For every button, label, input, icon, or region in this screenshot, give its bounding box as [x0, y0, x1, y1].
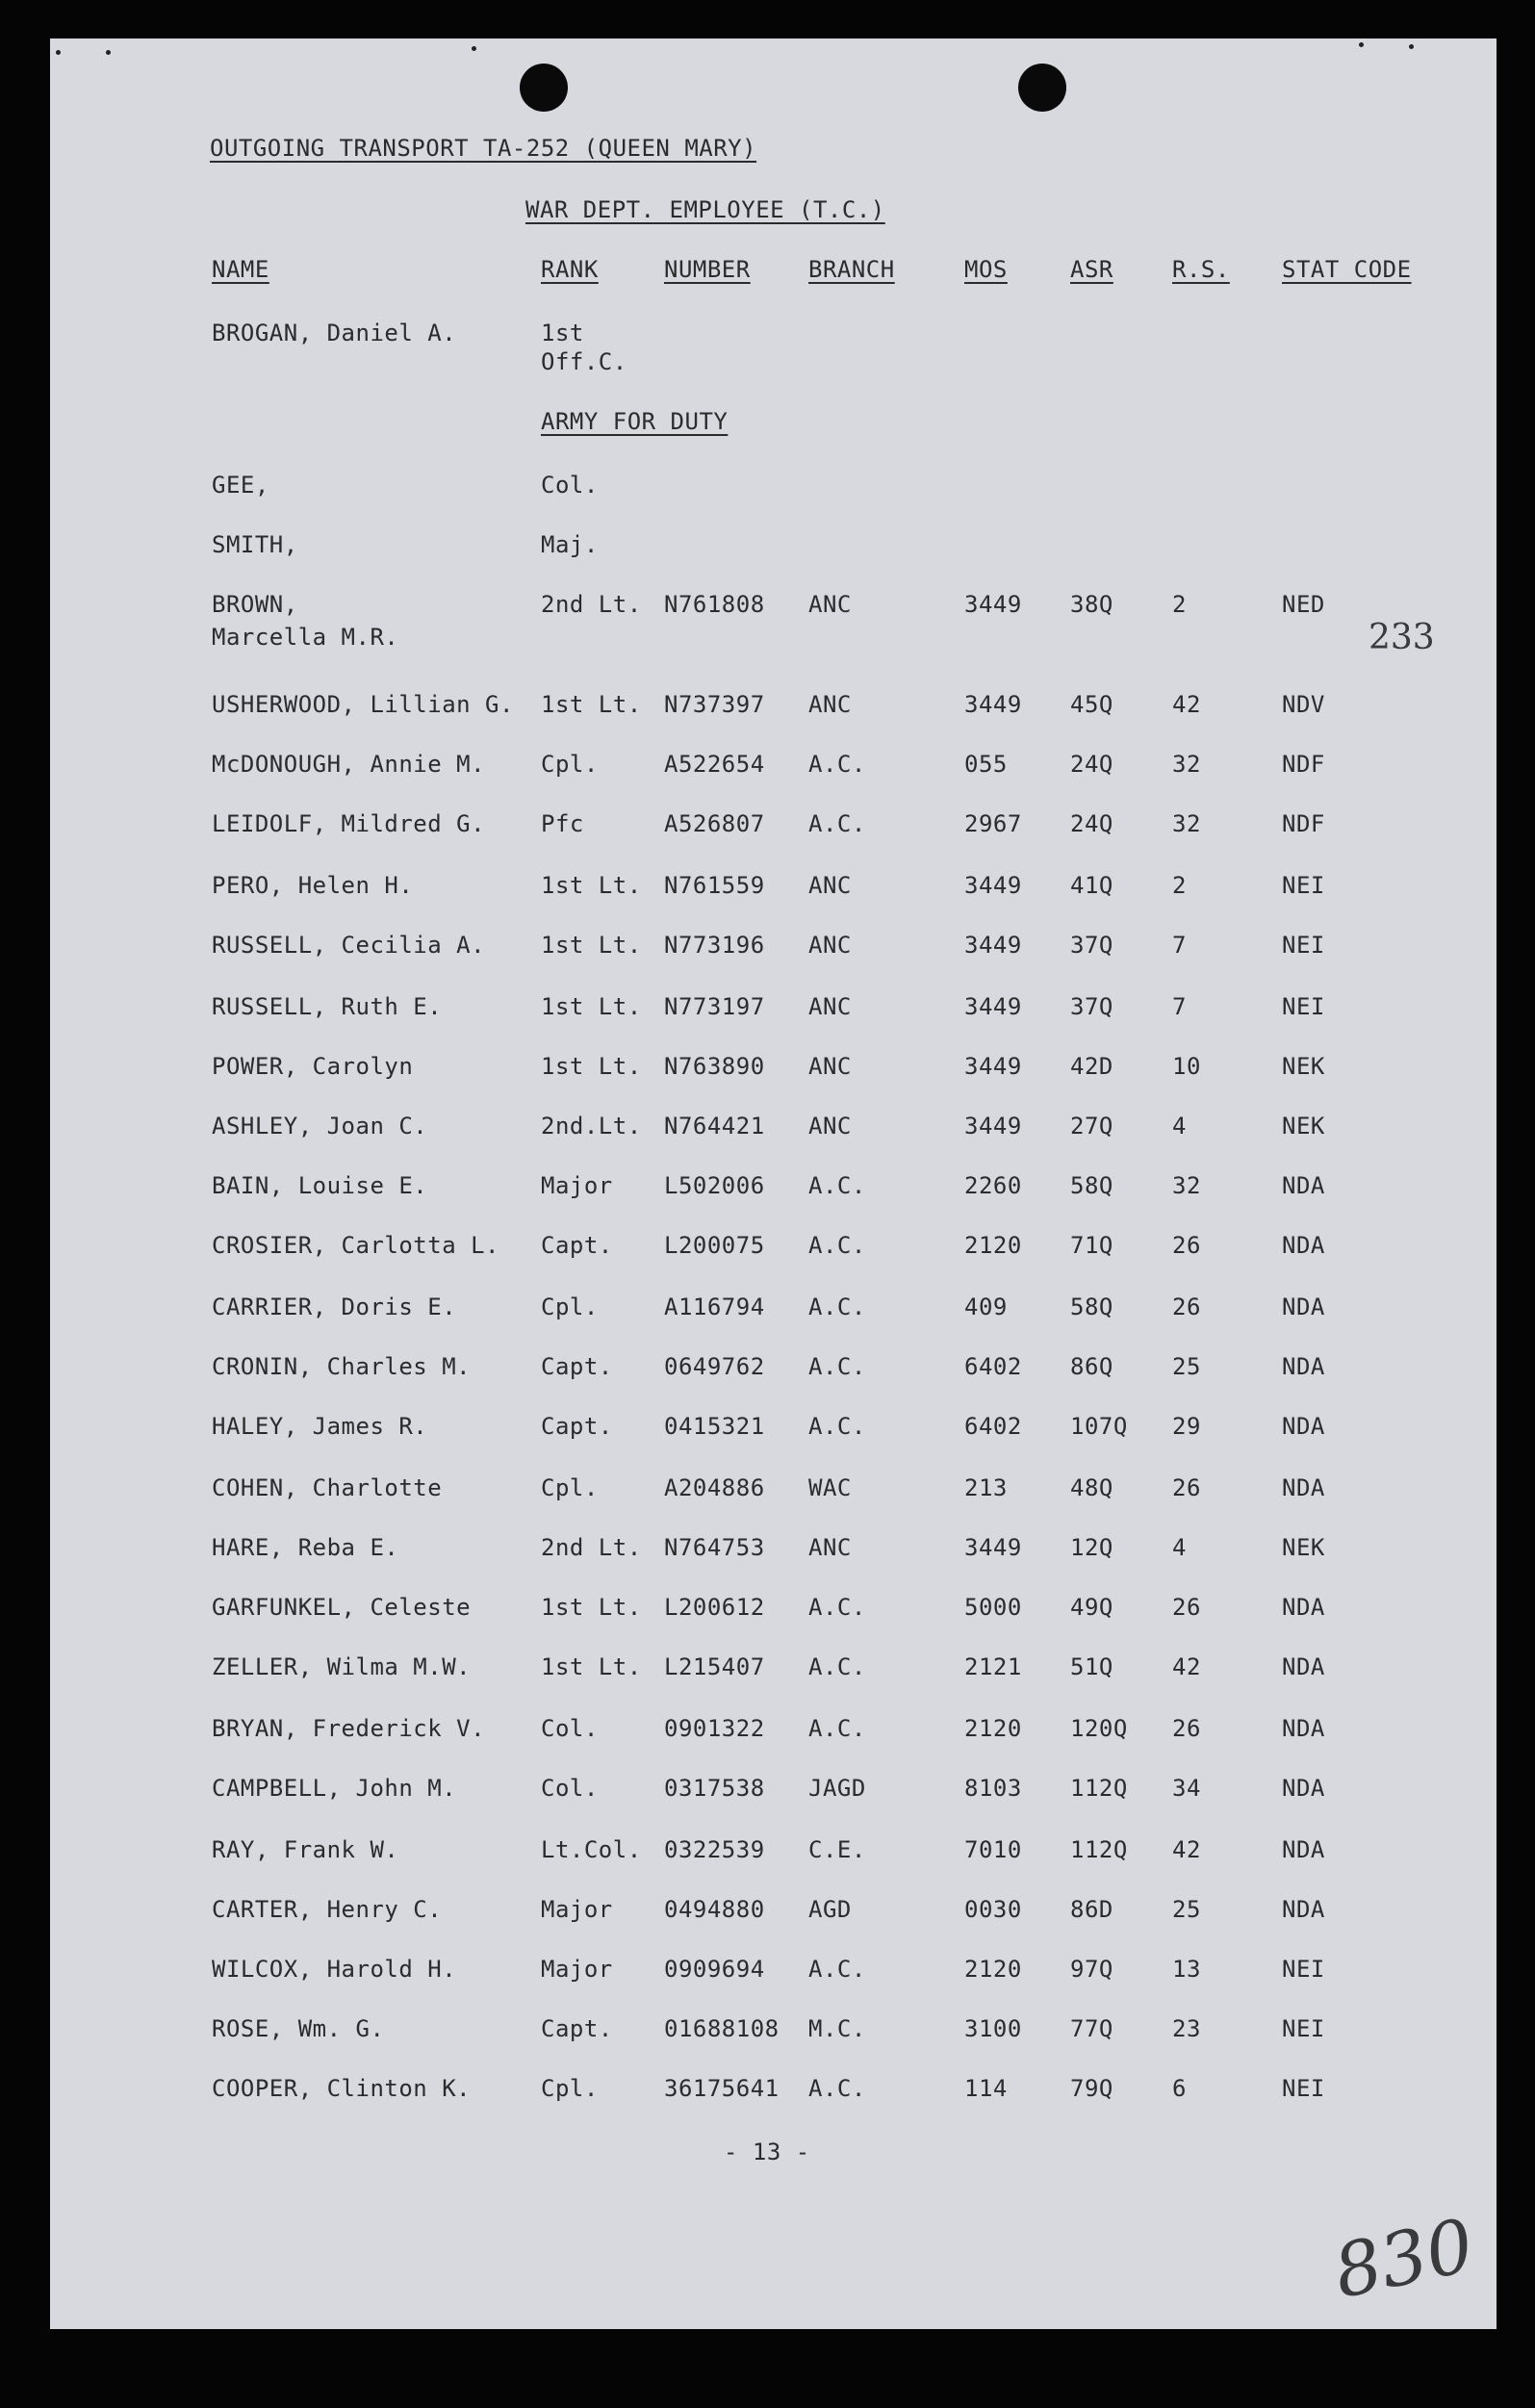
- row-name-cell: BROWN,: [212, 591, 298, 618]
- row-number-cell: L215407: [664, 1653, 765, 1680]
- row-mos-cell: 409: [964, 1294, 1008, 1320]
- row-stat-cell: NDA: [1282, 1294, 1325, 1320]
- row-name-cell: CROSIER, Carlotta L.: [212, 1232, 499, 1259]
- row-stat-cell: NEI: [1282, 1956, 1325, 1983]
- row-branch-cell: ANC: [808, 591, 852, 618]
- row-rs-cell: 42: [1172, 691, 1201, 718]
- row-mos-cell: 055: [964, 751, 1008, 778]
- row-asr-cell: 86D: [1070, 1896, 1113, 1923]
- handwritten-note: 830: [1326, 2201, 1481, 2316]
- row-rs-cell: 2: [1172, 591, 1187, 618]
- row-mos-cell: 2120: [964, 1715, 1022, 1742]
- row-asr-cell: 48Q: [1070, 1474, 1113, 1501]
- row-number-cell: A522654: [664, 751, 765, 778]
- row-number-cell: 0317538: [664, 1775, 765, 1802]
- section-heading-employees: WAR DEPT. EMPLOYEE (T.C.): [525, 196, 885, 223]
- row-branch-cell: ANC: [808, 872, 852, 899]
- row-branch-cell: C.E.: [808, 1836, 866, 1863]
- row-name-cell: LEIDOLF, Mildred G.: [212, 810, 486, 837]
- row-number-cell: N763890: [664, 1053, 765, 1080]
- column-header-number: NUMBER: [664, 256, 751, 283]
- row-asr-cell: 49Q: [1070, 1594, 1113, 1621]
- row-branch-cell: A.C.: [808, 751, 866, 778]
- row-stat-cell: NDF: [1282, 751, 1325, 778]
- row-mos-cell: 3449: [964, 691, 1022, 718]
- row-name-cell: CAMPBELL, John M.: [212, 1775, 457, 1802]
- row-mos-cell: 2967: [964, 810, 1022, 837]
- row-mos-cell: 213: [964, 1474, 1008, 1501]
- row-number-cell: N764421: [664, 1113, 765, 1140]
- row-rs-cell: 26: [1172, 1594, 1201, 1621]
- row-mos-cell: 8103: [964, 1775, 1022, 1802]
- row-branch-cell: A.C.: [808, 810, 866, 837]
- row-stat-cell: NDA: [1282, 1896, 1325, 1923]
- row-rank-cell: 2nd Lt.: [541, 1534, 642, 1561]
- punch-hole-right: [1018, 64, 1066, 112]
- speck: [472, 46, 476, 51]
- row-stat-cell: NED: [1282, 591, 1325, 618]
- document-title: OUTGOING TRANSPORT TA-252 (QUEEN MARY): [210, 135, 757, 162]
- row-rank-cell: 1st Lt.: [541, 993, 642, 1020]
- row-rs-cell: 2: [1172, 872, 1187, 899]
- row-asr-cell: 58Q: [1070, 1172, 1113, 1199]
- row-stat-cell: NDA: [1282, 1836, 1325, 1863]
- row-rank-cell: Capt.: [541, 1353, 613, 1380]
- row-rs-cell: 29: [1172, 1413, 1201, 1440]
- row-name-cell: CRONIN, Charles M.: [212, 1353, 472, 1380]
- column-header-stat-code: STAT CODE: [1282, 256, 1412, 283]
- row-number-cell: N764753: [664, 1534, 765, 1561]
- row-stat-cell: NDA: [1282, 1353, 1325, 1380]
- row-branch-cell: A.C.: [808, 1353, 866, 1380]
- row-number-cell: L502006: [664, 1172, 765, 1199]
- row-rank-cell: Major: [541, 1956, 613, 1983]
- row-asr-cell: 37Q: [1070, 932, 1113, 959]
- employee-rank-line2: Off.C.: [541, 348, 627, 375]
- row-asr-cell: 42D: [1070, 1053, 1113, 1080]
- row-rs-cell: 26: [1172, 1294, 1201, 1320]
- row-asr-cell: 41Q: [1070, 872, 1113, 899]
- row-rs-cell: 42: [1172, 1653, 1201, 1680]
- row-name-cell: USHERWOOD, Lillian G.: [212, 691, 514, 718]
- row-number-cell: A204886: [664, 1474, 765, 1501]
- row-asr-cell: 12Q: [1070, 1534, 1113, 1561]
- row-rs-cell: 25: [1172, 1896, 1201, 1923]
- row-mos-cell: 0030: [964, 1896, 1022, 1923]
- row-rank-cell: Col.: [541, 1775, 599, 1802]
- row-mos-cell: 3449: [964, 872, 1022, 899]
- row-branch-cell: ANC: [808, 1113, 852, 1140]
- row-rank-cell: 1st Lt.: [541, 1653, 642, 1680]
- speck: [1409, 44, 1414, 49]
- column-header-rs: R.S.: [1172, 256, 1230, 283]
- officer-name: GEE,: [212, 472, 269, 499]
- row-name-cell: ASHLEY, Joan C.: [212, 1113, 428, 1140]
- row-name-cell: CARTER, Henry C.: [212, 1896, 443, 1923]
- column-header-rank: RANK: [541, 256, 599, 283]
- row-asr-cell: 77Q: [1070, 2015, 1113, 2042]
- row-rs-cell: 10: [1172, 1053, 1201, 1080]
- row-mos-cell: 3449: [964, 1534, 1022, 1561]
- row-rank-cell: 1st Lt.: [541, 932, 642, 959]
- row-rank-cell: Capt.: [541, 1232, 613, 1259]
- row-stat-cell: NDA: [1282, 1172, 1325, 1199]
- row-rs-cell: 26: [1172, 1474, 1201, 1501]
- row-rank-cell: 2nd Lt.: [541, 591, 642, 618]
- row-mos-cell: 5000: [964, 1594, 1022, 1621]
- row-mos-cell: 3100: [964, 2015, 1022, 2042]
- row-name-cell: ZELLER, Wilma M.W.: [212, 1653, 472, 1680]
- officer-name: SMITH,: [212, 531, 298, 558]
- row-branch-cell: A.C.: [808, 1715, 866, 1742]
- row-number-cell: A116794: [664, 1294, 765, 1320]
- row-number-cell: 01688108: [664, 2015, 780, 2042]
- row-rank-cell: 1st Lt.: [541, 1053, 642, 1080]
- row-rank-cell: Capt.: [541, 1413, 613, 1440]
- row-asr-cell: 27Q: [1070, 1113, 1113, 1140]
- row-rank-cell: Cpl.: [541, 751, 599, 778]
- row-rs-cell: 34: [1172, 1775, 1201, 1802]
- row-name-cell: HARE, Reba E.: [212, 1534, 399, 1561]
- row-mos-cell: 2120: [964, 1232, 1022, 1259]
- row-rank-cell: Capt.: [541, 2015, 613, 2042]
- row-branch-cell: A.C.: [808, 1413, 866, 1440]
- row-stat-cell: NDA: [1282, 1232, 1325, 1259]
- row-asr-cell: 71Q: [1070, 1232, 1113, 1259]
- row-name-cell-line2: Marcella M.R.: [212, 624, 399, 651]
- row-asr-cell: 24Q: [1070, 751, 1113, 778]
- row-rs-cell: 26: [1172, 1232, 1201, 1259]
- row-number-cell: 0494880: [664, 1896, 765, 1923]
- row-rank-cell: 1st Lt.: [541, 691, 642, 718]
- row-rank-cell: Lt.Col.: [541, 1836, 642, 1863]
- row-asr-cell: 79Q: [1070, 2075, 1113, 2102]
- row-stat-cell: NEK: [1282, 1053, 1325, 1080]
- row-rs-cell: 7: [1172, 993, 1187, 1020]
- row-rank-cell: Cpl.: [541, 2075, 599, 2102]
- row-rank-cell: Col.: [541, 1715, 599, 1742]
- row-name-cell: BAIN, Louise E.: [212, 1172, 428, 1199]
- row-rs-cell: 32: [1172, 751, 1201, 778]
- row-branch-cell: ANC: [808, 993, 852, 1020]
- row-stat-cell: NDA: [1282, 1413, 1325, 1440]
- row-name-cell: POWER, Carolyn: [212, 1053, 414, 1080]
- row-number-cell: 0415321: [664, 1413, 765, 1440]
- row-mos-cell: 3449: [964, 1053, 1022, 1080]
- row-rank-cell: 2nd.Lt.: [541, 1113, 642, 1140]
- row-branch-cell: ANC: [808, 932, 852, 959]
- speck: [106, 50, 111, 55]
- row-mos-cell: 2260: [964, 1172, 1022, 1199]
- row-stat-cell: NDA: [1282, 1594, 1325, 1621]
- row-number-cell: 0649762: [664, 1353, 765, 1380]
- speck: [56, 50, 61, 55]
- row-asr-cell: 86Q: [1070, 1353, 1113, 1380]
- row-name-cell: PERO, Helen H.: [212, 872, 414, 899]
- row-number-cell: N761808: [664, 591, 765, 618]
- row-rank-cell: Major: [541, 1172, 613, 1199]
- row-branch-cell: WAC: [808, 1474, 852, 1501]
- row-branch-cell: AGD: [808, 1896, 852, 1923]
- column-header-name: NAME: [212, 256, 269, 283]
- row-number-cell: 0901322: [664, 1715, 765, 1742]
- row-asr-cell: 112Q: [1070, 1775, 1128, 1802]
- row-mos-cell: 3449: [964, 591, 1022, 618]
- row-asr-cell: 37Q: [1070, 993, 1113, 1020]
- row-branch-cell: A.C.: [808, 1594, 866, 1621]
- row-name-cell: RUSSELL, Cecilia A.: [212, 932, 486, 959]
- row-mos-cell: 3449: [964, 932, 1022, 959]
- row-stat-cell: NDV: [1282, 691, 1325, 718]
- row-stat-cell: NEI: [1282, 2075, 1325, 2102]
- row-stat-cell: NDA: [1282, 1653, 1325, 1680]
- row-rs-cell: 23: [1172, 2015, 1201, 2042]
- row-number-cell: A526807: [664, 810, 765, 837]
- row-rank-cell: Pfc: [541, 810, 584, 837]
- row-number-cell: N773196: [664, 932, 765, 959]
- row-rs-cell: 25: [1172, 1353, 1201, 1380]
- row-number-cell: N773197: [664, 993, 765, 1020]
- row-name-cell: COOPER, Clinton K.: [212, 2075, 472, 2102]
- row-rs-cell: 32: [1172, 1172, 1201, 1199]
- row-name-cell: McDONOUGH, Annie M.: [212, 751, 486, 778]
- row-number-cell: L200612: [664, 1594, 765, 1621]
- row-stat-cell: NEK: [1282, 1534, 1325, 1561]
- row-name-cell: BRYAN, Frederick V.: [212, 1715, 486, 1742]
- row-number-cell: N761559: [664, 872, 765, 899]
- margin-stamp-number: 233: [1369, 618, 1435, 657]
- column-header-asr: ASR: [1070, 256, 1113, 283]
- employee-rank-line1: 1st: [541, 320, 584, 346]
- row-branch-cell: A.C.: [808, 1172, 866, 1199]
- row-branch-cell: JAGD: [808, 1775, 866, 1802]
- row-branch-cell: ANC: [808, 1534, 852, 1561]
- row-branch-cell: A.C.: [808, 1956, 866, 1983]
- row-rank-cell: Cpl.: [541, 1474, 599, 1501]
- row-asr-cell: 112Q: [1070, 1836, 1128, 1863]
- row-rs-cell: 4: [1172, 1534, 1187, 1561]
- row-stat-cell: NEI: [1282, 993, 1325, 1020]
- row-name-cell: ROSE, Wm. G.: [212, 2015, 385, 2042]
- row-stat-cell: NEK: [1282, 1113, 1325, 1140]
- row-mos-cell: 6402: [964, 1353, 1022, 1380]
- row-asr-cell: 120Q: [1070, 1715, 1128, 1742]
- row-rs-cell: 6: [1172, 2075, 1187, 2102]
- punch-hole-left: [520, 64, 568, 112]
- row-asr-cell: 45Q: [1070, 691, 1113, 718]
- row-rank-cell: Major: [541, 1896, 613, 1923]
- row-branch-cell: A.C.: [808, 1294, 866, 1320]
- row-rs-cell: 7: [1172, 932, 1187, 959]
- row-rank-cell: Cpl.: [541, 1294, 599, 1320]
- row-stat-cell: NEI: [1282, 2015, 1325, 2042]
- row-stat-cell: NDA: [1282, 1474, 1325, 1501]
- row-rs-cell: 26: [1172, 1715, 1201, 1742]
- row-rs-cell: 32: [1172, 810, 1201, 837]
- row-stat-cell: NDA: [1282, 1715, 1325, 1742]
- row-asr-cell: 38Q: [1070, 591, 1113, 618]
- row-stat-cell: NDA: [1282, 1775, 1325, 1802]
- row-branch-cell: ANC: [808, 1053, 852, 1080]
- row-number-cell: L200075: [664, 1232, 765, 1259]
- row-branch-cell: A.C.: [808, 1653, 866, 1680]
- page-number: - 13 -: [724, 2139, 810, 2165]
- employee-name: BROGAN, Daniel A.: [212, 320, 457, 346]
- row-rank-cell: 1st Lt.: [541, 872, 642, 899]
- row-name-cell: RUSSELL, Ruth E.: [212, 993, 443, 1020]
- row-number-cell: 0909694: [664, 1956, 765, 1983]
- row-name-cell: WILCOX, Harold H.: [212, 1956, 457, 1983]
- row-name-cell: COHEN, Charlotte: [212, 1474, 443, 1501]
- row-mos-cell: 2121: [964, 1653, 1022, 1680]
- row-asr-cell: 24Q: [1070, 810, 1113, 837]
- row-number-cell: 0322539: [664, 1836, 765, 1863]
- row-stat-cell: NEI: [1282, 932, 1325, 959]
- speck: [1359, 42, 1364, 47]
- row-asr-cell: 51Q: [1070, 1653, 1113, 1680]
- row-name-cell: GARFUNKEL, Celeste: [212, 1594, 472, 1621]
- row-rs-cell: 42: [1172, 1836, 1201, 1863]
- officer-rank: Col.: [541, 472, 599, 499]
- row-mos-cell: 6402: [964, 1413, 1022, 1440]
- row-asr-cell: 97Q: [1070, 1956, 1113, 1983]
- row-mos-cell: 2120: [964, 1956, 1022, 1983]
- row-rs-cell: 4: [1172, 1113, 1187, 1140]
- row-name-cell: CARRIER, Doris E.: [212, 1294, 457, 1320]
- row-mos-cell: 3449: [964, 993, 1022, 1020]
- column-header-branch: BRANCH: [808, 256, 895, 283]
- column-header-mos: MOS: [964, 256, 1008, 283]
- officer-rank: Maj.: [541, 531, 599, 558]
- row-branch-cell: A.C.: [808, 2075, 866, 2102]
- row-rs-cell: 13: [1172, 1956, 1201, 1983]
- section-heading-army: ARMY FOR DUTY: [541, 408, 729, 435]
- row-mos-cell: 3449: [964, 1113, 1022, 1140]
- row-asr-cell: 107Q: [1070, 1413, 1128, 1440]
- row-branch-cell: M.C.: [808, 2015, 866, 2042]
- row-rank-cell: 1st Lt.: [541, 1594, 642, 1621]
- row-branch-cell: ANC: [808, 691, 852, 718]
- row-name-cell: RAY, Frank W.: [212, 1836, 399, 1863]
- row-branch-cell: A.C.: [808, 1232, 866, 1259]
- row-number-cell: 36175641: [664, 2075, 780, 2102]
- row-asr-cell: 58Q: [1070, 1294, 1113, 1320]
- row-stat-cell: NEI: [1282, 872, 1325, 899]
- row-name-cell: HALEY, James R.: [212, 1413, 428, 1440]
- row-mos-cell: 7010: [964, 1836, 1022, 1863]
- row-mos-cell: 114: [964, 2075, 1008, 2102]
- row-number-cell: N737397: [664, 691, 765, 718]
- row-stat-cell: NDF: [1282, 810, 1325, 837]
